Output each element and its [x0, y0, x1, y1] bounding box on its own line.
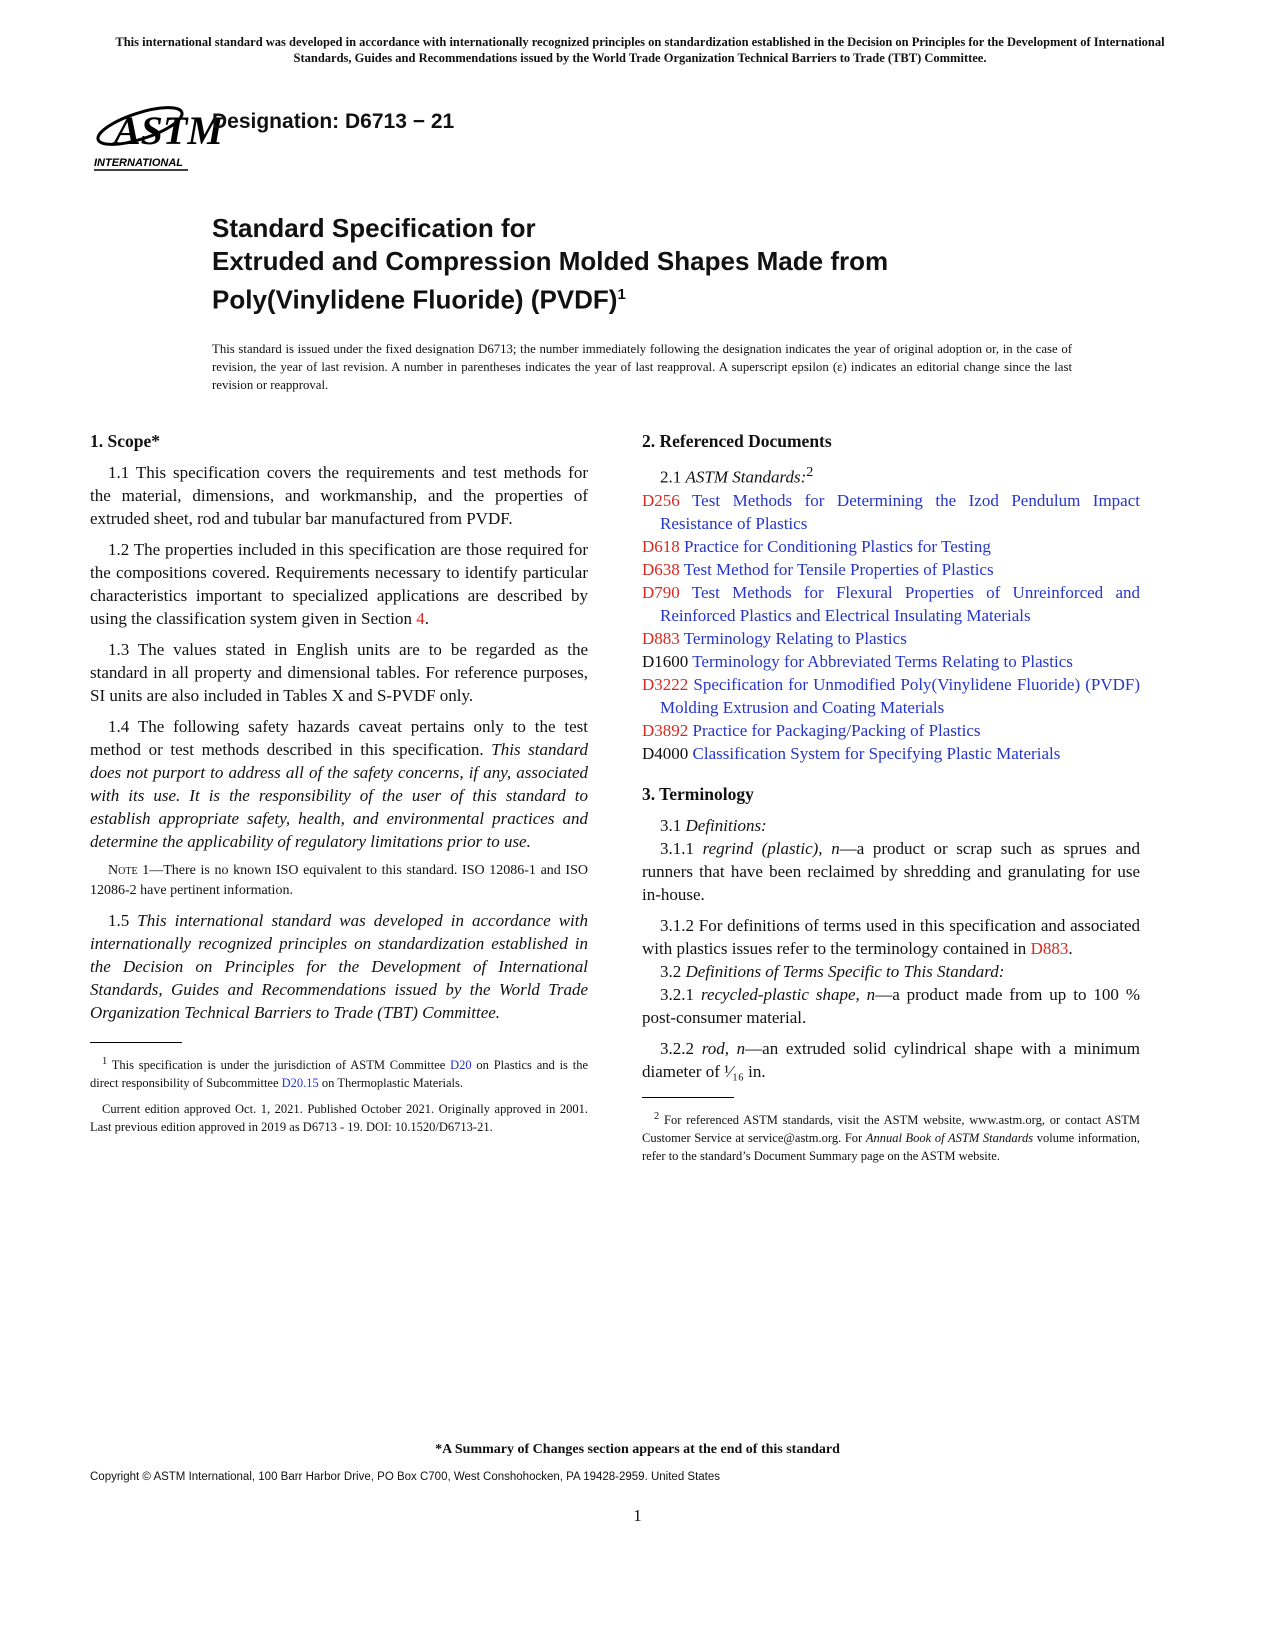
astm-logo — [92, 86, 223, 182]
reference-title-link[interactable]: Terminology Relating to Plastics — [679, 628, 907, 648]
reference-code-link[interactable]: D638 — [642, 559, 680, 579]
d883-link[interactable]: D883 — [1030, 938, 1069, 958]
astm-standards-subheading: 2.1 ASTM Standards:$^2$ — [660, 464, 814, 487]
title-line-1: Standard Specification for — [212, 213, 536, 243]
reference-code-link[interactable]: D3892 — [642, 720, 689, 740]
svg-text:ASTM: ASTM — [114, 108, 223, 153]
term-3-2-2: 3.2.2 rod, n—an extruded solid cylindrical shape with a minimum diameter of ¹⁄₁₆ in. — [642, 1038, 1140, 1081]
copyright: Copyright © ASTM International, 100 Barr Harbor Drive, PO Box C700, West Conshohocken, PA 19428-2959. United States — [90, 1471, 721, 1483]
issue-note: This standard is issued under the fixed designation D6713; the number immediately following the designation indicates the year of original adoption or, in the case of revision, the year of last revision. A number in parentheses indicates the year of last reapproval. A superscript epsilon (ε) indicates an editorial change since the last revision or reapproval. — [212, 342, 1072, 392]
reference-item — [642, 650, 1140, 673]
d20-15-link[interactable]: D20.15 — [281, 1076, 319, 1091]
reference-code-link[interactable]: D4000 — [642, 743, 689, 763]
scope-1-5: 1.5 This international standard was developed in accordance with internationally recognized principles on standardization established in the Decision on Principles for the Development of International Standards, Guides and Recommendations issued by the World Trade Organization Technical Barriers to Trade (TBT) Committee. — [90, 911, 588, 1022]
left-column — [90, 430, 588, 1144]
summary-of-changes-note: *A Summary of Changes section appears at the end of this standard — [435, 1442, 840, 1457]
reference-list — [642, 489, 1140, 765]
referenced-documents-heading: 2. Referenced Documents — [642, 431, 832, 451]
reference-item — [642, 673, 1140, 719]
footnote-divider — [642, 1097, 734, 1098]
reference-code-link[interactable]: D618 — [642, 536, 680, 556]
reference-code-link[interactable]: D256 — [642, 490, 680, 510]
term-3-1-2: 3.1.2 For definitions of terms used in this specification and associated with plastics issues refer to the terminology contained in D883. — [642, 915, 1140, 958]
title-line-3: Poly(Vinylidene Fluoride) (PVDF)$^1$ — [212, 284, 626, 315]
reference-title-link[interactable]: Classification System for Specifying Plastic Materials — [688, 743, 1061, 763]
reference-item — [642, 719, 1140, 742]
scope-1-4: 1.4 The following safety hazards caveat pertains only to the test method or test methods described in this specification. This standard does not purport to address all of the safety concerns, if any, associated with its use. It is the responsibility of the user of this standard to establish appropriate safety, health, and environmental practices and determine the applicability of regulatory limitations prior to use. — [90, 717, 588, 851]
terminology-heading: 3. Terminology — [642, 783, 754, 804]
reference-item — [642, 742, 1140, 765]
reference-item — [642, 558, 1140, 581]
scope-1-3: 1.3 The values stated in English units are to be regarded as the standard in all property and dimensional tables. For reference purposes, SI units are also included in Tables X and S-PVDF only. — [90, 640, 588, 705]
reference-title-link[interactable]: Test Method for Tensile Properties of Plastics — [679, 559, 994, 579]
reference-code-link[interactable]: D790 — [642, 582, 680, 602]
note-1: Note 1—There is no known ISO equivalent to this standard. ISO 12086-1 and ISO 12086-2 have pertinent information. — [90, 863, 588, 898]
designation: Designation: D6713 − 21 — [212, 110, 455, 133]
d20-link[interactable]: D20 — [450, 1058, 472, 1073]
reference-code-link[interactable]: D883 — [642, 628, 680, 648]
reference-title-link[interactable]: Practice for Conditioning Plastics for Testing — [679, 536, 991, 556]
title-footnote-ref[interactable]: 1 — [617, 286, 626, 303]
top-notice: This international standard was developed in accordance with internationally recognized principles on standardization established in the Decision on Principles for the Development of International Standards, Guides and Recommendations issued by the World Trade Organization Technical Barriers to Trade (TBT) Committee. — [115, 35, 1165, 65]
term-3-2: 3.2 Definitions of Terms Specific to This Standard: — [660, 961, 1005, 981]
reference-item — [642, 581, 1140, 627]
reference-title-link[interactable]: Practice for Packaging/Packing of Plastics — [688, 720, 981, 740]
scope-1-1: 1.1 This specification covers the requirements and test methods for the material, dimensions, and workmanship, and the properties of extruded sheet, rod and tubular bar manufactured from PVDF. — [90, 463, 588, 528]
reference-item — [642, 535, 1140, 558]
reference-code-link[interactable]: D1600 — [642, 651, 689, 671]
footnote-divider — [90, 1042, 182, 1043]
footnote-2: $^2$ For referenced ASTM standards, visit the ASTM website, www.astm.org, or contact ASTM Customer Service at service@astm.org. For Annual Book of ASTM Standards volume information, refer to the standard’s Document Summary page on the ASTM website. — [642, 1110, 1140, 1163]
svg-text:INTERNATIONAL: INTERNATIONAL — [94, 157, 184, 169]
section-4-link[interactable]: 4 — [416, 609, 425, 628]
page-number: 1 — [633, 1506, 642, 1525]
right-column — [642, 430, 1140, 1173]
reference-item — [642, 489, 1140, 535]
term-3-2-1: 3.2.1 recycled-plastic shape, n—a product made from up to 100 % post-consumer material. — [642, 984, 1141, 1027]
reference-title-link[interactable]: Test Methods for Flexural Properties of Unreinforced and Reinforced Plastics and Electrical Insulating Materials — [660, 582, 1140, 625]
scope-1-2: 1.2 The properties included in this specification are those required for the compositions covered. Requirements necessary to identify particular characteristics important to specialized applications are described by using the classification system given in Section 4. — [90, 540, 588, 628]
reference-title-link[interactable]: Test Methods for Determining the Izod Pendulum Impact Resistance of Plastics — [660, 490, 1140, 533]
reference-item — [642, 627, 1140, 650]
scope-heading: 1. Scope* — [90, 431, 160, 451]
term-3-1: 3.1 Definitions: — [660, 815, 767, 835]
reference-title-link[interactable]: Terminology for Abbreviated Terms Relating to Plastics — [688, 651, 1073, 671]
term-3-1-1: 3.1.1 regrind (plastic), n—a product or scrap such as sprues and runners that have been reclaimed by shredding and granulating for use in-house. — [642, 838, 1140, 904]
reference-title-link[interactable]: Specification for Unmodified Poly(Vinylidene Fluoride) (PVDF) Molding Extrusion and Coating Materials — [660, 674, 1140, 717]
reference-code-link[interactable]: D3222 — [642, 674, 689, 694]
title-line-2: Extruded and Compression Molded Shapes Made from — [212, 246, 889, 276]
footnote-1-edition: Current edition approved Oct. 1, 2021. Published October 2021. Originally approved in 2001. Last previous edition approved in 2019 as D6713 - 19. DOI: 10.1520/D6713-21. — [90, 1102, 588, 1135]
document-title — [212, 212, 1112, 317]
footnote-1: $^1$ This specification is under the jurisdiction of ASTM Committee D20 on Plastics and is the direct responsibility of Subcommittee D20.15 on Thermoplastic Materials. — [90, 1056, 588, 1091]
